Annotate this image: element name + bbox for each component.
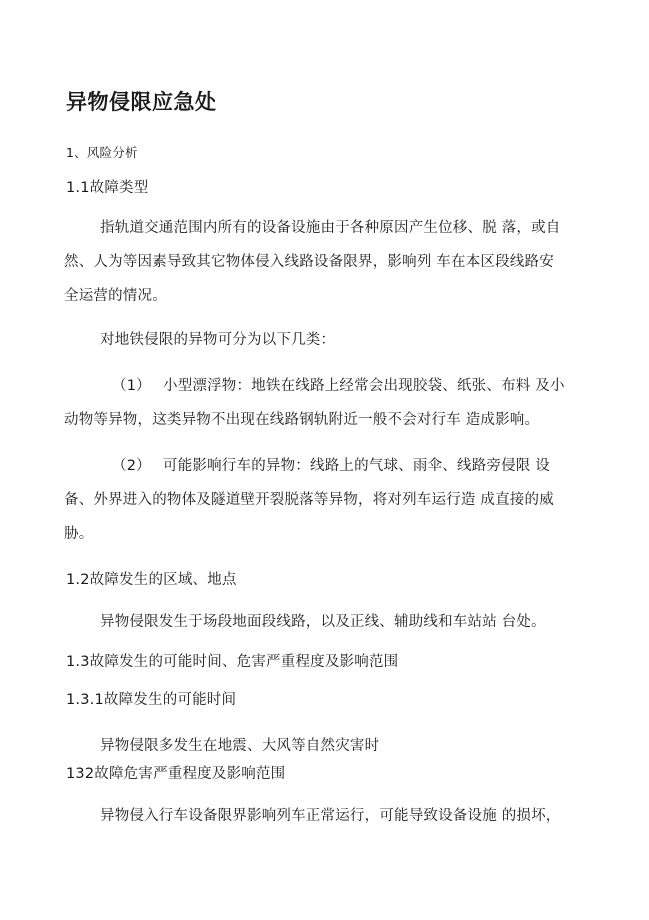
subsection-heading-fault-time: 1.3.1故障发生的可能时间 <box>66 692 237 708</box>
list-marker: （2） <box>112 458 151 474</box>
list-item-line: 胁。 <box>64 526 94 542</box>
paragraph-line: 然、人为等因素导致其它物体侵入线路设备限界，影响列 车在本区段线路安 <box>64 254 554 270</box>
section-heading-risk-analysis: 1、风险分析 <box>66 145 138 160</box>
list-item-line: 动物等异物，这类异物不出现在线路钢轨附近一般不会对行车 造成影响。 <box>64 412 540 428</box>
paragraph-line: 指轨道交通范围内所有的设备设施由于各种原因产生位移、脱 落，或自 <box>100 220 561 236</box>
paragraph-line: 异物侵入行车设备限界影响列车正常运行，可能导致设备设施 的损坏， <box>100 808 561 824</box>
list-item-line: 小型漂浮物：地铁在线路上经常会出现胶袋、纸张、布料 及小 <box>163 378 565 394</box>
paragraph-line: 对地铁侵限的异物可分为以下几类： <box>100 332 336 348</box>
subsection-heading-fault-type: 1.1故障类型 <box>66 180 149 196</box>
list-item-line: 可能影响行车的异物：线路上的气球、雨伞、线路旁侵限 设 <box>163 458 551 474</box>
subsection-heading-fault-time-severity: 1.3故障发生的可能时间、危害严重程度及影响范围 <box>66 654 399 670</box>
list-item-line: 备、外界进入的物体及隧道壁开裂脱落等异物，将对列车运行造 成直接的威 <box>64 492 554 508</box>
paragraph-line: 全运营的情况。 <box>64 288 167 304</box>
subsection-heading-fault-severity: 132故障危害严重程度及影响范围 <box>66 766 286 782</box>
list-marker: （1） <box>112 378 151 394</box>
paragraph-line: 异物侵限多发生在地震、大风等自然灾害时 <box>100 738 380 754</box>
paragraph-line: 异物侵限发生于场段地面段线路，以及正线、辅助线和车站站 台处。 <box>100 614 546 630</box>
subsection-heading-fault-area: 1.2故障发生的区域、地点 <box>66 572 237 588</box>
document-title: 异物侵限应急处 <box>66 90 217 114</box>
